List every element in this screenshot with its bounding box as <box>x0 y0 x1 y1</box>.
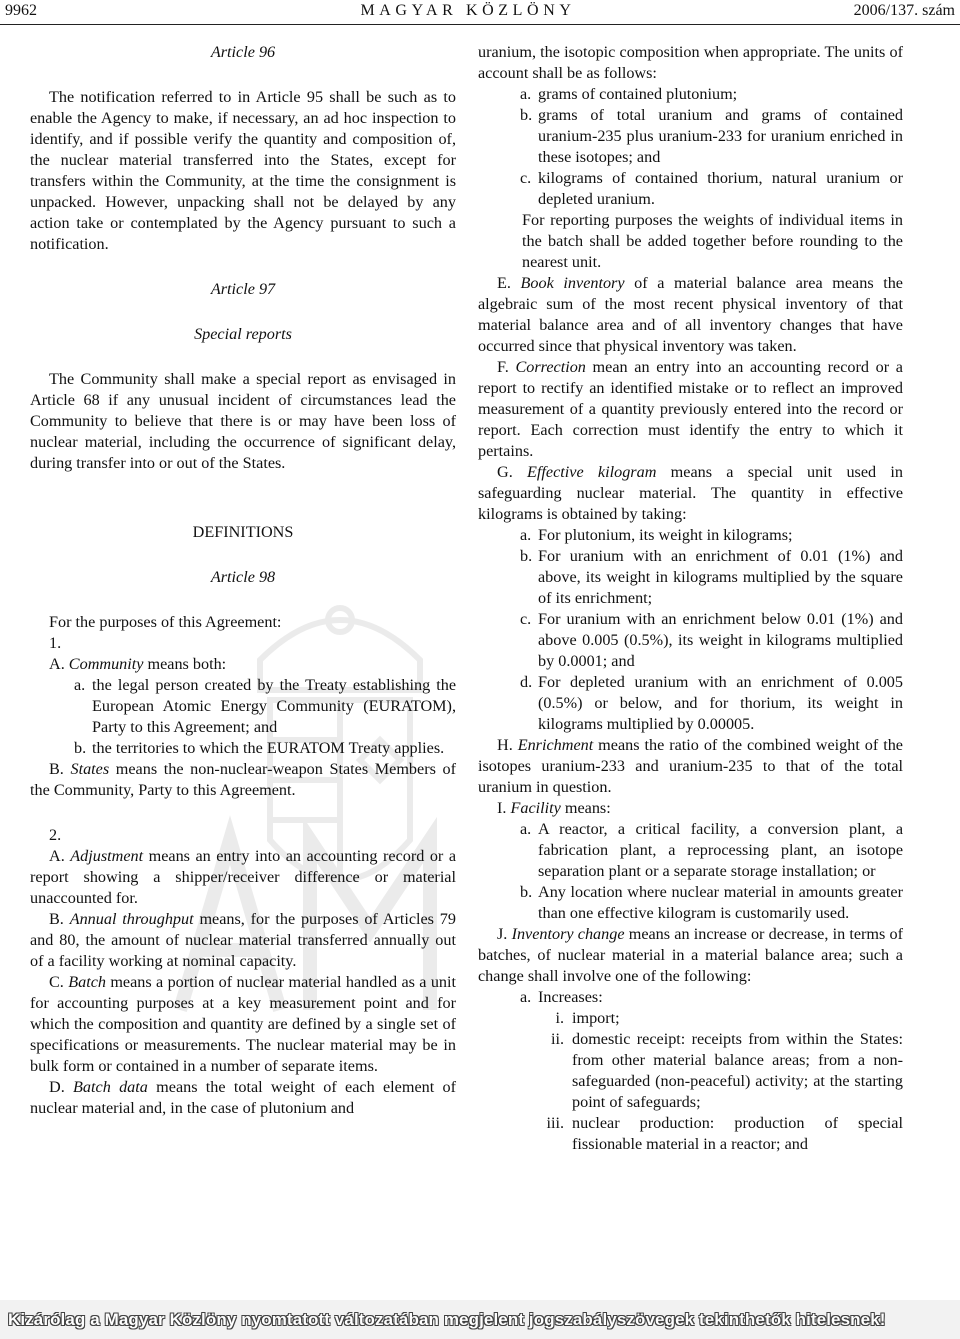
increase-item-ii: ii. domestic receipt: receipts from within the States: from other material balance areas; from a non-safeguarded (non-peaceful) activity; at the starting point of safeguards; <box>550 1030 903 1111</box>
effective-kg-item-b: b. For uranium with an enrichment of 0.01 (1%) and above, its weight in kilograms multiplied by the square of its enrichment; <box>520 547 903 607</box>
community-item-a: a. the legal person created by the Treaty establishing the European Atomic Energy Community (EURATOM), Party to this Agreement; and <box>74 676 456 736</box>
article-97-title: Article 97 <box>210 280 276 298</box>
section-1-number: 1. <box>49 634 62 652</box>
definition-inventory-change: J. Inventory change means an increase or decrease, in terms of batches, of nuclear material in a material balance area; such a change shall involve one of the following: <box>478 925 903 985</box>
definition-effective-kilogram: G. Effective kilogram means a special unit used in safeguarding nuclear material. The quantity in effective kilograms is obtained by taking: <box>478 463 903 523</box>
right-column <box>478 42 903 1155</box>
authenticity-notice: Kizárólag a Magyar Közlöny nyomtatott változatában megjelent jogszabályszövegek tekinthetők hitelesnek! <box>8 1310 886 1329</box>
definition-states: B. States means the non-nuclear-weapon States Members of the Community, Party to this Agreement. <box>30 760 456 799</box>
left-column <box>30 42 456 1119</box>
page-header <box>0 0 960 25</box>
definition-enrichment: H. Enrichment means the ratio of the combined weight of the isotopes uranium-233 and uranium-235 to that of the total uranium in question. <box>478 736 903 796</box>
article-97-text: The Community shall make a special report as envisaged in Article 68 if any unusual incident of circumstances lead the Community to believe that there is or may have been loss of nuclear material, including the occurrence of significant delay, during transfer into or out of the States. <box>30 370 456 472</box>
inventory-change-item-a: a. Increases: <box>520 988 603 1006</box>
definition-correction: F. Correction mean an entry into an accounting record or a report to rectify an identified mistake or to reflect an improved measurement of a quantity previously entered into the record or report. Each correction must identify the entry to which it pertains. <box>478 358 903 460</box>
authenticity-footer <box>0 1300 960 1339</box>
definition-book-inventory: E. Book inventory of a material balance area means the algebraic sum of the most recent physical inventory of that material balance area and of all inventory changes that have occurred since that physical inventory was taken. <box>478 274 903 355</box>
community-item-b: b. the territories to which the EURATOM Treaty applies. <box>74 739 445 757</box>
batch-reporting-note: For reporting purposes the weights of individual items in the batch shall be added together before rounding to the nearest unit. <box>522 211 903 271</box>
definition-community: A. Community means both: <box>49 655 227 673</box>
definition-annual-throughput: B. Annual throughput means, for the purposes of Articles 79 and 80, the amount of nuclear material transferred annually out of a facility working at nominal capacity. <box>30 910 456 970</box>
definitions-heading: DEFINITIONS <box>192 523 294 541</box>
facility-item-a: a. A reactor, a critical facility, a conversion plant, a fabrication plant, a reprocessing plant, an isotope separation plant or a separate storage installation; or <box>520 820 903 880</box>
article-98-title: Article 98 <box>210 568 276 586</box>
article-97-subtitle: Special reports <box>194 325 292 343</box>
batch-unit-b: b. grams of total uranium and grams of contained uranium-235 plus uranium-233 for uranium enriched in these isotopes; and <box>520 106 903 166</box>
journal-title: MAGYAR KÖZLÖNY <box>360 2 576 19</box>
article-96-title: Article 96 <box>210 43 276 61</box>
issue-number: 2006/137. szám <box>853 2 955 19</box>
effective-kg-item-c: c. For uranium with an enrichment below 0.01 (1%) and above 0.005 (0.5%), its weight in kilograms multiplied by 0.0001; and <box>520 610 903 670</box>
page-number: 9962 <box>5 2 37 19</box>
definition-facility: I. Facility means: <box>497 799 611 817</box>
purposes-line: For the purposes of this Agreement: <box>49 613 282 631</box>
increase-item-i: i. import; <box>555 1009 620 1027</box>
definition-batch-data: D. Batch data means the total weight of each element of nuclear material and, in the case of plutonium and <box>30 1078 456 1117</box>
definition-batch: C. Batch means a portion of nuclear material handled as a unit for accounting purposes at a key measurement point and for which the composition and quantity are defined by a single set of specifications or measurements. The nuclear material may be in bulk form or contained in a number of separate items. <box>30 973 456 1075</box>
facility-item-b: b. Any location where nuclear material in amounts greater than one effective kilogram is customarily used. <box>520 883 903 922</box>
batch-unit-c: c. kilograms of contained thorium, natural uranium or depleted uranium. <box>520 169 903 208</box>
batch-unit-a: a. grams of contained plutonium; <box>520 85 738 103</box>
effective-kg-item-d: d. For depleted uranium with an enrichment of 0.005 (0.5%) or below, and for thorium, its weight in kilograms multiplied by 0.00005. <box>520 673 903 733</box>
article-96-text: The notification referred to in Article 95 shall be such as to enable the Agency to make, if necessary, an ad hoc inspection to identify, and if possible verify the quantity and composition of, the nuclear material transferred into the States, except for transfers within the Community, at the time the consignment is unpacked. However, unpacking shall not be delayed by any action take or contemplated by the Agency pursuant to such a notification. <box>30 88 456 253</box>
section-2-number: 2. <box>49 826 62 844</box>
increase-item-iii: iii. nuclear production: production of special fissionable material in a reactor; and <box>546 1114 903 1153</box>
batch-data-continuation: uranium, the isotopic composition when appropriate. The units of account shall be as follows: <box>478 43 903 82</box>
effective-kg-item-a: a. For plutonium, its weight in kilograms; <box>520 526 793 544</box>
definition-adjustment: A. Adjustment means an entry into an accounting record or a report showing a shipper/receiver difference or material unaccounted for. <box>30 847 457 907</box>
